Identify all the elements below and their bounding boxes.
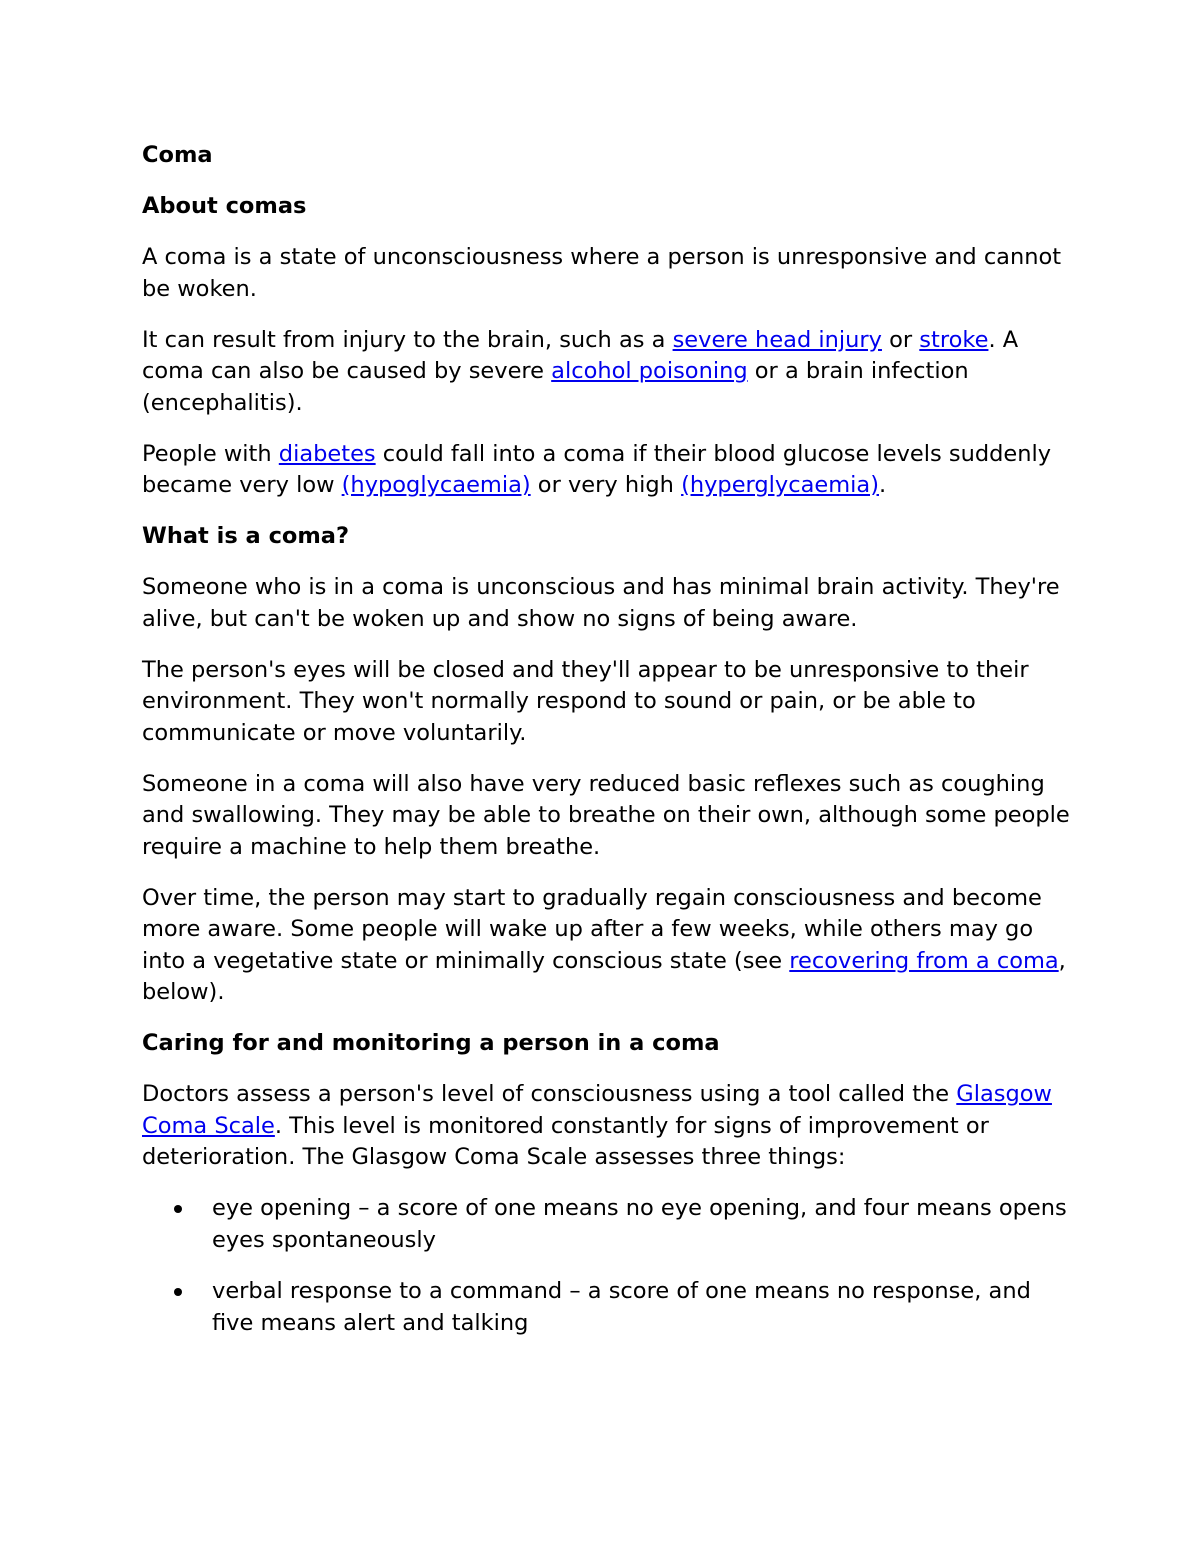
- text-segment: Over time, the person may start to gradually regain consciousness and become more aware. Some people will wake up after a few weeks, while others may go into a vegetative state or minimally conscious state (see: [142, 884, 1042, 974]
- link-hyperglycaemia[interactable]: (hyperglycaemia): [681, 472, 879, 498]
- text-segment: could fall into a coma if their blood glucose levels suddenly became very low: [142, 440, 1052, 498]
- text-segment: It can result from injury to the brain, such as a: [142, 326, 673, 353]
- paragraph-diabetes: [142, 439, 1072, 502]
- text-segment: Doctors assess a person's level of consciousness using a tool called the: [142, 1081, 957, 1107]
- text-segment: or very high: [530, 472, 682, 498]
- paragraph-coma-definition: A coma is a state of unconsciousness where a person is unresponsive and cannot be woken.: [142, 244, 1062, 302]
- list-item-text: eye opening – a score of one means no eye opening, and four means opens eyes spontaneously: [212, 1195, 1067, 1253]
- text-segment: . This level is monitored constantly for signs of improvement or deterioration. The Glasgow Coma Scale assesses three things:: [142, 1112, 989, 1170]
- bullet-icon: [174, 1205, 182, 1213]
- text-segment: People with: [142, 440, 279, 467]
- text-segment: .: [878, 472, 887, 498]
- paragraph-unconscious: Someone who is in a coma is unconscious and has minimal brain activity. They're alive, but can't be woken up and show no signs of being aware.: [142, 574, 1060, 632]
- list-item: [142, 1276, 1072, 1339]
- link-recovering-from-coma[interactable]: recovering from a coma: [789, 947, 1059, 974]
- list-item: [142, 1193, 1072, 1256]
- document-title: Coma: [142, 142, 213, 168]
- paragraph-glasgow-scale: [142, 1079, 1072, 1174]
- document-page: [142, 140, 1072, 1359]
- link-glasgow-coma-scale[interactable]: Glasgow Coma Scale: [142, 1081, 1052, 1139]
- heading-what-is-a-coma: What is a coma?: [142, 523, 350, 549]
- bullet-icon: [174, 1288, 182, 1296]
- list-item-text: verbal response to a command – a score of one means no response, and five means alert and talking: [212, 1278, 1031, 1336]
- text-segment: or a brain infection (encephalitis).: [142, 358, 969, 416]
- link-diabetes[interactable]: diabetes: [278, 440, 376, 467]
- text-segment: , below).: [142, 947, 1066, 1005]
- link-stroke[interactable]: stroke: [919, 326, 989, 353]
- link-alcohol-poisoning[interactable]: alcohol poisoning: [551, 358, 748, 384]
- paragraph-eyes-closed: The person's eyes will be closed and they'll appear to be unresponsive to their environment. They won't normally respond to sound or pain, or be able to communicate or move voluntarily.: [142, 656, 1029, 746]
- heading-about-comas: About comas: [142, 193, 307, 219]
- link-hypoglycaemia[interactable]: (hypoglycaemia): [341, 472, 531, 498]
- glasgow-criteria-list: [142, 1193, 1072, 1339]
- text-segment: . A coma can also be caused by severe: [142, 326, 1019, 384]
- text-segment: or: [881, 326, 920, 353]
- heading-caring-monitoring: Caring for and monitoring a person in a coma: [142, 1030, 720, 1056]
- paragraph-reflexes: Someone in a coma will also have very reduced basic reflexes such as coughing and swallowing. They may be able to breathe on their own, although some people require a machine to help them breathe.: [142, 770, 1070, 860]
- paragraph-regain-consciousness: [142, 883, 1072, 1009]
- paragraph-coma-causes: [142, 325, 1072, 420]
- link-severe-head-injury[interactable]: severe head injury: [672, 326, 882, 353]
